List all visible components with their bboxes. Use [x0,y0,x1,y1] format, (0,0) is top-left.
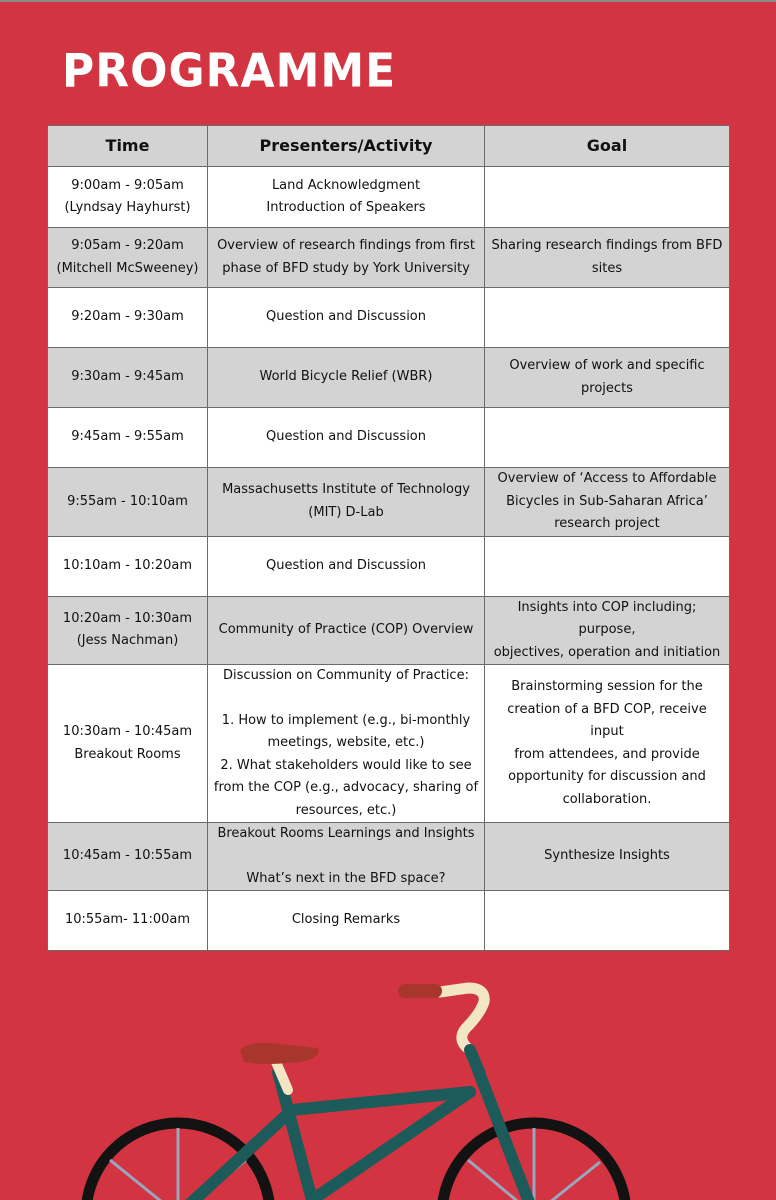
time-cell [48,167,208,228]
time-cell-line: (Mitchell McSweeney) [56,260,199,276]
activity-cell-line: phase of BFD study by York University [222,260,470,276]
activity-cell-line: What’s next in the BFD space? [246,870,446,886]
goal-cell [485,167,730,228]
time-cell-line: 10:10am - 10:20am [62,557,193,573]
table-row [48,288,730,348]
top-border-line [0,0,776,2]
table-row [48,468,730,537]
activity-cell-line: Overview of research findings from first [217,238,475,253]
table-row [48,823,730,891]
time-cell [48,536,208,596]
goal-cell [485,665,730,823]
activity-cell-line: (MIT) D-Lab [308,504,384,520]
activity-cell-line: Question and Discussion [266,429,426,445]
activity-cell [208,288,485,348]
activity-cell [208,167,485,228]
time-cell [48,596,208,665]
activity-cell-line: Land Acknowledgment [271,177,421,193]
activity-cell-line [212,688,480,710]
activity-cell-line [212,846,480,868]
activity-cell-line: meetings, website, etc.) [267,735,425,750]
goal-cell-line: research project [554,516,660,531]
activity-cell [208,468,485,537]
table-row [48,536,730,596]
goal-cell [485,228,730,288]
activity-cell [208,823,485,891]
header-goal: Goal [485,126,730,167]
time-cell-line: 10:55am- 11:00am [64,912,190,928]
time-cell-line: (Lyndsay Hayhurst) [64,200,191,215]
header-time: Time [48,126,208,167]
activity-cell [208,536,485,596]
time-cell-line: 9:45am - 9:55am [71,429,184,445]
activity-cell [208,228,485,288]
goal-cell [485,348,730,408]
activity-cell-line: Breakout Rooms Learnings and Insights [217,826,475,841]
activity-cell-line: Community of Practice (COP) Overview [218,622,474,637]
goal-cell-line: Overview of ‘Access to Affordable [497,471,717,486]
activity-cell [208,596,485,665]
table-row [48,596,730,665]
goal-cell-line: creation of a BFD COP, receive input [507,701,707,739]
table-header-row [48,126,730,167]
time-cell-line: 9:05am - 9:20am [71,238,184,253]
activity-cell-line: Massachusetts Institute of Technology [222,482,470,498]
bike-seat [240,1043,319,1064]
time-cell-line: 10:20am - 10:30am [62,610,193,626]
activity-cell [208,408,485,468]
handlebar [440,988,484,1050]
time-cell-line: (Jess Nachman) [76,633,179,649]
table-row [48,167,730,228]
goal-cell [485,823,730,891]
table-row [48,348,730,408]
activity-cell-line: Question and Discussion [266,309,426,325]
goal-cell-line: objectives, operation and initiation [493,644,721,660]
activity-cell-line: 1. How to implement (e.g., bi-monthly [221,712,471,728]
time-cell-line: 10:45am - 10:55am [62,848,193,864]
header-activity: Presenters/Activity [208,126,485,167]
goal-cell-line: Sharing research findings from BFD [491,238,723,253]
goal-cell-line: opportunity for discussion and [508,769,706,784]
table-row [48,408,730,468]
time-cell-line: 9:00am - 9:05am [71,177,184,193]
activity-cell-line: resources, etc.) [295,802,397,818]
goal-cell [485,536,730,596]
activity-cell-line: from the COP (e.g., advocacy, sharing of [213,780,479,795]
time-cell-line: 9:20am - 9:30am [71,309,184,325]
activity-cell-line: Introduction of Speakers [266,200,426,215]
time-cell [48,468,208,537]
time-cell [48,665,208,823]
handlebar-grip [398,984,442,998]
activity-cell-line: World Bicycle Relief (WBR) [259,369,433,385]
goal-cell-line: Bicycles in Sub-Saharan Africa’ [506,493,708,509]
time-cell-line: 9:30am - 9:45am [71,369,184,385]
goal-cell-line: sites [591,260,623,276]
activity-cell-line: Question and Discussion [266,557,426,573]
activity-cell [208,348,485,408]
goal-cell [485,468,730,537]
goal-cell-line: Brainstorming session for the [511,679,703,694]
activity-cell [208,665,485,823]
stem [470,1050,480,1074]
activity-cell-line: 2. What stakeholders would like to see [220,757,472,773]
activity-cell-line: Discussion on Community of Practice: [223,668,469,683]
activity-cell-line: Closing Remarks [291,912,401,928]
time-cell-line: 10:30am - 10:45am [62,724,193,739]
goal-cell-line: projects [581,380,633,396]
time-cell-line: 9:55am - 10:10am [67,493,188,509]
table-row [48,665,730,823]
time-cell-line: Breakout Rooms [74,746,181,762]
goal-cell-line: from attendees, and provide [514,746,700,762]
goal-cell [485,596,730,665]
time-cell [48,228,208,288]
goal-cell-line: Synthesize Insights [544,848,670,864]
goal-cell-line: collaboration. [562,791,652,807]
time-cell [48,408,208,468]
table-row [48,228,730,288]
goal-cell-line: Overview of work and specific [509,358,705,373]
page-title: PROGRAMME [62,44,397,99]
time-cell [48,288,208,348]
goal-cell-line: Insights into COP including; purpose, [517,599,697,637]
goal-cell [485,288,730,348]
time-cell [48,823,208,891]
bicycle-illustration [0,940,776,1200]
time-cell [48,348,208,408]
goal-cell [485,408,730,468]
programme-table [47,125,730,951]
